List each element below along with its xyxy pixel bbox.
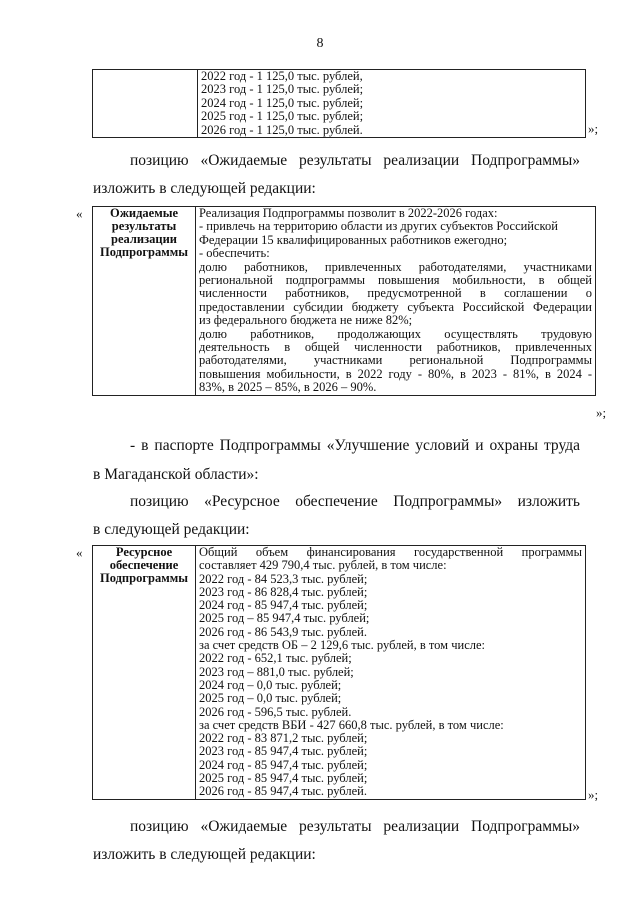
text-line: повышения мобильности, в 2022 году - 80%, в 2023 - 81%, в 2024 -: [199, 366, 592, 381]
text-line: 2026 год - 1 125,0 тыс. рублей.: [201, 122, 363, 137]
text-line: 2022 год - 1 125,0 тыс. рублей,: [201, 69, 363, 83]
text-line: 2024 год - 85 947,4 тыс. рублей;: [199, 598, 368, 613]
paragraph-line: позицию «Ожидаемые результаты реализации Подпрограммы»: [130, 152, 580, 169]
page-number: 8: [316, 36, 324, 51]
text-line: долю работников, продолжающих осуществлять трудовую: [199, 326, 592, 341]
text-line: Реализация Подпрограммы позволит в 2022-2026 годах:: [199, 206, 498, 220]
text-line: из федерального бюджета не ниже 82%;: [199, 313, 413, 328]
text-line: численности работников, предусмотренной в соглашении о: [199, 286, 592, 301]
text-line: 2022 год - 84 523,3 тыс. рублей;: [199, 571, 368, 586]
funding-table-continuation: [92, 69, 586, 138]
text-line: 2025 год - 85 947,4 тыс. рублей;: [199, 771, 368, 786]
text-line: 2022 год - 652,1 тыс. рублей;: [199, 651, 352, 666]
text-line: работодателями, участниками региональной Подпрограммы: [199, 353, 592, 368]
text-line: за счет средств ВБИ - 427 660,8 тыс. рублей, в том числе:: [199, 717, 504, 732]
text-line: 2023 год - 86 828,4 тыс. рублей;: [199, 584, 368, 599]
closing-quote: »;: [588, 787, 599, 802]
table-label-cell: Ожидаемые результаты реализации Подпрограммы: [93, 207, 196, 396]
opening-quote: «: [76, 545, 83, 560]
resource-provision-table: [92, 545, 586, 800]
text-line: Общий объем финансирования государственной программы: [199, 545, 582, 559]
text-line: 2024 год - 1 125,0 тыс. рублей;: [201, 95, 364, 110]
text-line: предоставлении субсидии бюджету субъекта Российской Федерации: [199, 299, 592, 314]
paragraph-line: в Магаданской области»:: [93, 466, 259, 483]
expected-results-table: [92, 206, 596, 396]
text-line: составляет 429 790,4 тыс. рублей, в том числе:: [199, 558, 447, 573]
table-content-cell: [198, 70, 586, 138]
text-line: региональной подпрограммы повышения мобильности, в общей: [199, 273, 592, 288]
text-line: 2025 год - 1 125,0 тыс. рублей;: [201, 109, 364, 124]
text-line: 2023 год - 1 125,0 тыс. рублей;: [201, 82, 364, 97]
text-line: 2024 год - 85 947,4 тыс. рублей;: [199, 757, 368, 772]
table-content-cell: [196, 546, 586, 800]
text-line: 2026 год - 86 543,9 тыс. рублей.: [199, 624, 367, 639]
text-line: 2026 год - 596,5 тыс. рублей.: [199, 704, 352, 719]
text-line: Федерации 15 квалифицированных работников ежегодно;: [199, 232, 508, 247]
closing-quote: »;: [588, 121, 599, 136]
text-line: 2026 год - 85 947,4 тыс. рублей.: [199, 784, 367, 799]
text-line: 83%, в 2025 – 85%, в 2026 – 90%.: [199, 380, 377, 395]
text-line: 2023 год – 881,0 тыс. рублей;: [199, 664, 354, 679]
paragraph-line: позицию «Ожидаемые результаты реализации Подпрограммы»: [130, 818, 580, 835]
text-line: за счет средств ОБ – 2 129,6 тыс. рублей, в том числе:: [199, 638, 485, 653]
text-line: - привлечь на территорию области из других субъектов Российской: [199, 219, 558, 234]
table-content-cell: [196, 207, 596, 396]
paragraph-line: позицию «Ресурсное обеспечение Подпрограммы» изложить: [130, 493, 580, 510]
table-label-cell: Ресурсное обеспечение Подпрограммы: [93, 546, 196, 800]
paragraph-line: изложить в следующей редакции:: [93, 180, 316, 197]
text-line: 2025 год – 85 947,4 тыс. рублей;: [199, 611, 370, 626]
table-label-cell: [93, 70, 198, 138]
paragraph-line: в следующей редакции:: [93, 521, 250, 538]
text-line: деятельность в общей численности работников, привлеченных: [199, 340, 592, 355]
opening-quote: «: [76, 206, 83, 221]
text-line: 2024 год – 0,0 тыс. рублей;: [199, 677, 342, 692]
paragraph-line: - в паспорте Подпрограммы «Улучшение условий и охраны труда: [130, 437, 580, 454]
text-line: 2022 год - 83 871,2 тыс. рублей;: [199, 731, 368, 746]
text-line: долю работников, привлеченных работодателями, участниками: [199, 259, 592, 274]
text-line: 2023 год - 85 947,4 тыс. рублей;: [199, 744, 368, 759]
text-line: - обеспечить:: [199, 246, 270, 261]
closing-quote: »;: [596, 405, 607, 420]
paragraph-line: изложить в следующей редакции:: [93, 846, 316, 863]
text-line: 2025 год – 0,0 тыс. рублей;: [199, 691, 342, 706]
